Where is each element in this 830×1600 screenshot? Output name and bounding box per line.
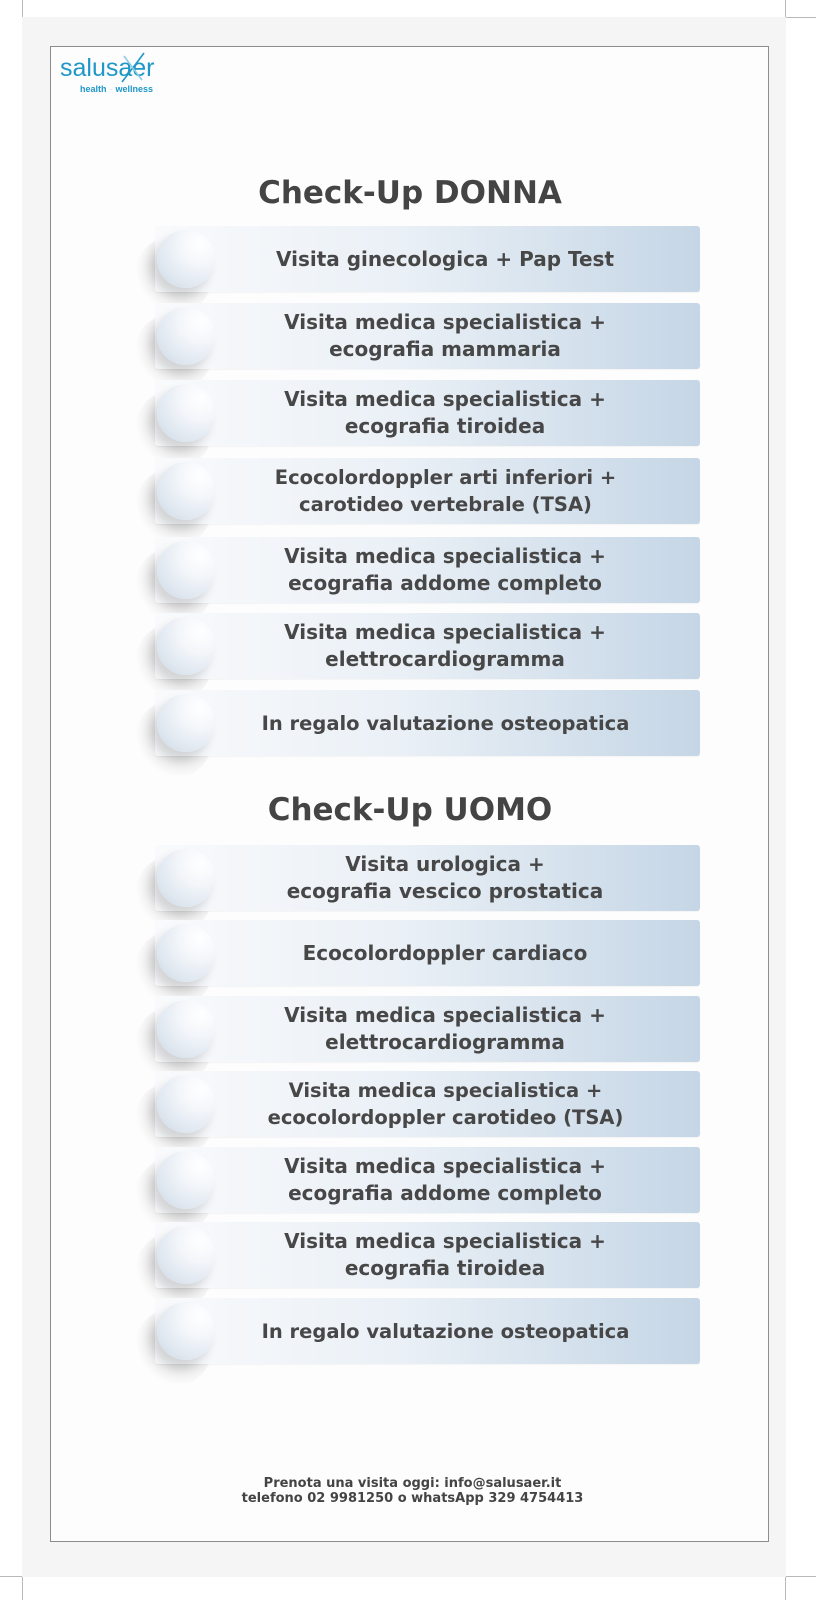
sphere-icon (157, 617, 215, 675)
list-item (155, 690, 700, 756)
tagline-health: health (80, 84, 107, 94)
sphere-icon (157, 924, 215, 982)
brand-logo (60, 53, 180, 97)
list-item (155, 613, 700, 679)
sphere-icon (157, 1075, 215, 1133)
sphere-icon (157, 541, 215, 599)
item-label: Visita urologica + ecografia vescico prostatica (286, 852, 604, 903)
item-label: In regalo valutazione osteopatica (261, 711, 630, 735)
list-item (155, 845, 700, 911)
item-label: Visita ginecologica + Pap Test (275, 246, 615, 271)
crop-mark (22, 1577, 23, 1600)
list-item (155, 458, 700, 524)
crop-mark (22, 0, 23, 17)
crop-mark (785, 1577, 786, 1600)
list-item (155, 1298, 700, 1364)
item-label: Visita medica specialistica + ecografia mammaria (284, 310, 606, 361)
sphere-icon (157, 384, 215, 442)
list-item (155, 996, 700, 1062)
sphere-icon (157, 307, 215, 365)
list-item (155, 380, 700, 446)
item-label: Visita medica specialistica + ecografia tiroidea (284, 1229, 606, 1280)
item-label: Visita medica specialistica + ecografia addome completo (284, 544, 606, 595)
list-item (155, 1147, 700, 1213)
sphere-icon (157, 1226, 215, 1284)
crop-mark (0, 1576, 22, 1577)
sphere-icon (157, 462, 215, 520)
sphere-icon (157, 849, 215, 907)
item-label: In regalo valutazione osteopatica (261, 1319, 630, 1343)
list-item (155, 303, 700, 369)
contact-line-phone: telefono 02 9981250 o whatsApp 329 4754413 (241, 1491, 584, 1506)
section-title-uomo: Check-Up UOMO (267, 792, 553, 828)
item-label: Visita medica specialistica + ecografia tiroidea (284, 387, 606, 438)
contact-footer (130, 1476, 695, 1506)
section-title-donna: Check-Up DONNA (258, 175, 562, 211)
list-item (155, 1222, 700, 1288)
item-label: Ecocolordoppler arti inferiori + carotideo vertebrale (TSA) (274, 466, 617, 516)
crop-mark (786, 17, 816, 18)
list-item (155, 920, 700, 986)
sphere-icon (157, 230, 215, 288)
sphere-icon (157, 1151, 215, 1209)
item-label: Visita medica specialistica + ecografia addome completo (284, 1154, 606, 1205)
item-label: Ecocolordoppler cardiaco (302, 940, 588, 965)
sphere-icon (157, 1000, 215, 1058)
list-item (155, 226, 700, 292)
tagline-dot-icon: · (109, 84, 113, 94)
item-label: Visita medica specialistica + ecocolordoppler carotideo (TSA) (267, 1079, 624, 1129)
brand-tagline (80, 84, 153, 95)
list-item (155, 537, 700, 603)
item-label: Visita medica specialistica + elettrocardiogramma (284, 1003, 606, 1054)
list-item (155, 1071, 700, 1137)
sphere-icon (157, 694, 215, 752)
crop-mark (786, 1576, 816, 1577)
tagline-wellness: wellness (115, 84, 154, 94)
brand-swoosh-icon (118, 50, 148, 86)
brand-name: salusaer (60, 54, 155, 82)
crop-mark (785, 0, 786, 17)
sphere-icon (157, 1302, 215, 1360)
item-label: Visita medica specialistica + elettrocardiogramma (284, 620, 606, 671)
contact-line-email: Prenota una visita oggi: info@salusaer.it (263, 1476, 562, 1491)
